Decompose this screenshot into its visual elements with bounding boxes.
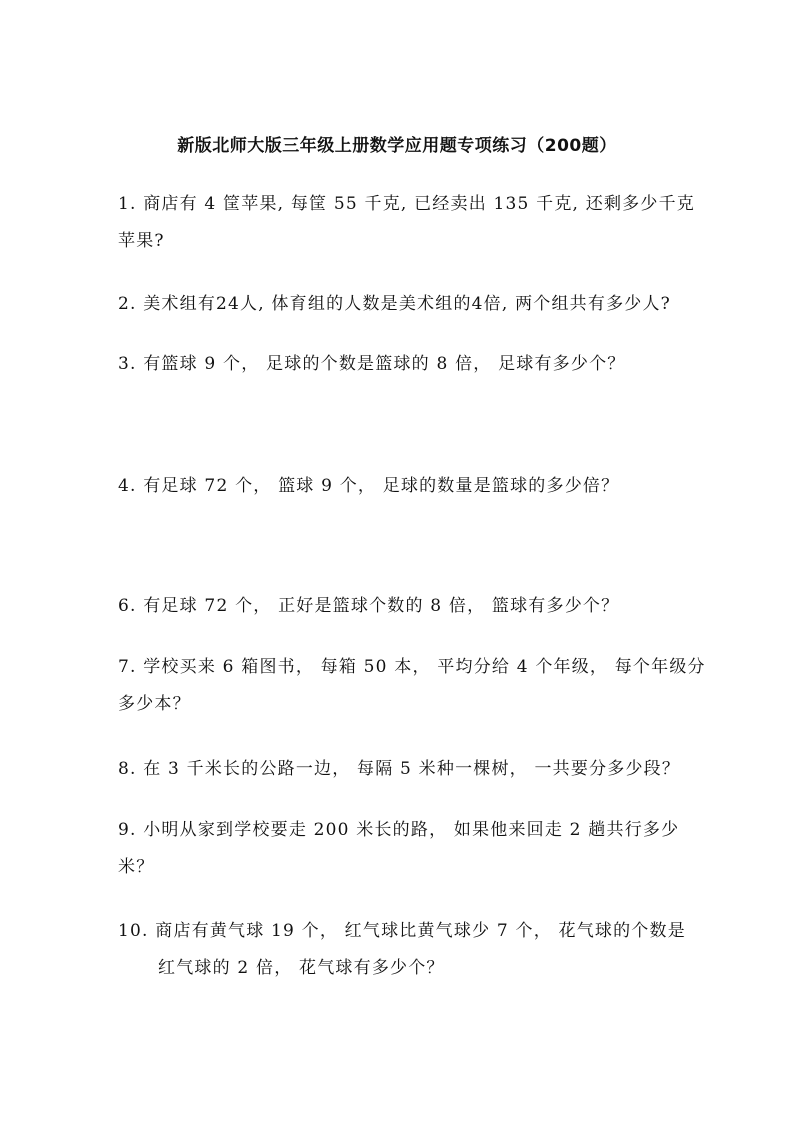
- question-10-line-1: 10. 商店有黄气球 19 个， 红气球比黄气球少 7 个， 花气球的个数是: [118, 921, 686, 941]
- question-7-line-2: 多少本？: [118, 694, 191, 714]
- question-6: [118, 588, 688, 625]
- question-10: [118, 913, 688, 987]
- question-3: [118, 346, 688, 383]
- question-2-line-1: 2. 美术组有24人, 体育组的人数是美术组的4倍, 两个组共有多少人?: [118, 294, 671, 314]
- question-4: [118, 468, 688, 505]
- question-4-line-1: 4. 有足球 72 个， 篮球 9 个， 足球的数量是篮球的多少倍？: [118, 476, 620, 496]
- question-1: [118, 186, 695, 260]
- question-9-line-2: 米？: [118, 857, 155, 877]
- question-10-line-2: 红气球的 2 倍， 花气球有多少个？: [158, 958, 445, 978]
- question-7-line-1: 7. 学校买来 6 箱图书， 每箱 50 本， 平均分给 4 个年级， 每个年级分: [118, 657, 706, 677]
- question-8-line-1: 8. 在 3 千米长的公路一边， 每隔 5 米种一棵树， 一共要分多少段？: [118, 759, 681, 779]
- question-1-line-1: 1. 商店有 4 筐苹果, 每筐 55 千克, 已经卖出 135 千克, 还剩多少千克: [118, 194, 695, 214]
- question-7: [118, 649, 706, 723]
- document-title: 新版北师大版三年级上册数学应用题专项练习（200题）: [177, 136, 617, 156]
- question-2: [118, 286, 688, 323]
- question-3-line-1: 3. 有篮球 9 个， 足球的个数是篮球的 8 倍， 足球有多少个？: [118, 354, 626, 374]
- question-9: [118, 812, 688, 886]
- question-1-line-2: 苹果?: [118, 231, 165, 251]
- question-6-line-1: 6. 有足球 72 个， 正好是篮球个数的 8 倍， 篮球有多少个？: [118, 596, 620, 616]
- question-9-line-1: 9. 小明从家到学校要走 200 米长的路， 如果他来回走 2 趟共行多少: [118, 820, 680, 840]
- question-8: [118, 751, 688, 788]
